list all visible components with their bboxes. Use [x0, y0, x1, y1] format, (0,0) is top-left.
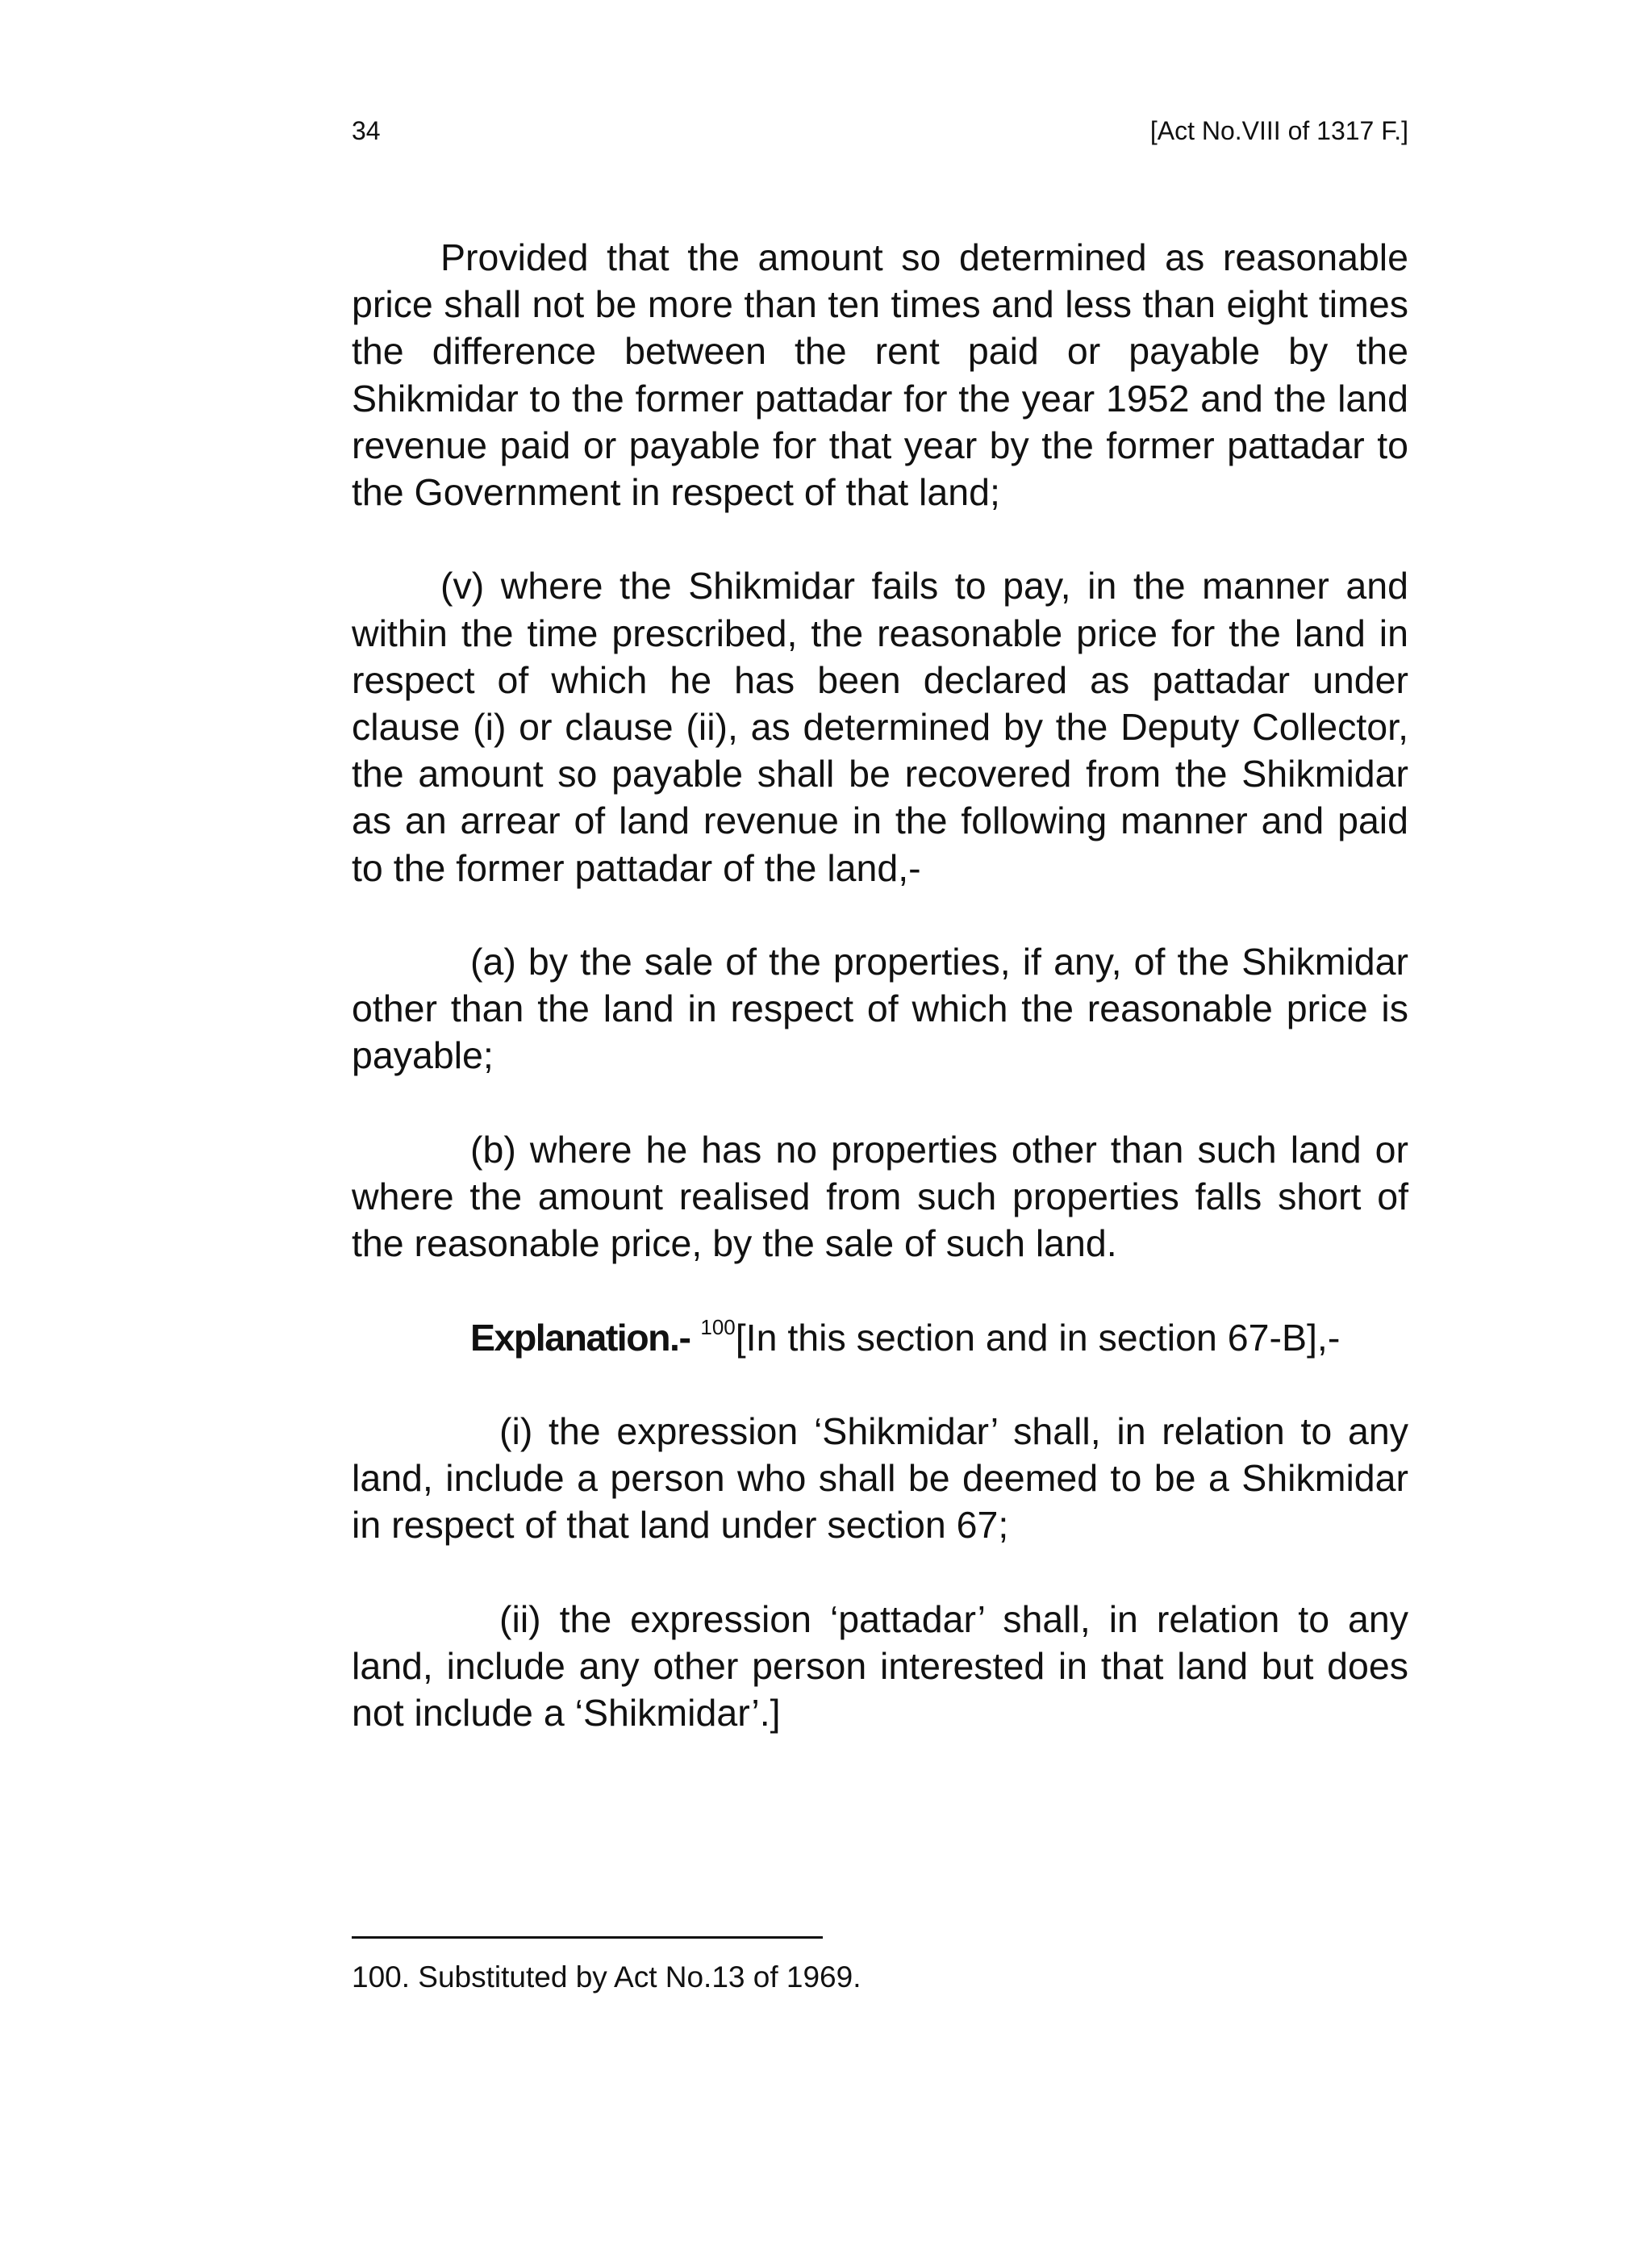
page-number: 34: [352, 116, 381, 145]
act-reference: [Act No.VIII of 1317 F.]: [1149, 116, 1408, 145]
sub-clause-b-paragraph: (b) where he has no properties other than such land or where the amount realised from such properties falls short of the reasonable price, by the sale of such land.: [352, 1128, 1408, 1265]
explanation-text: [In this section and in section 67-B],-: [735, 1316, 1341, 1359]
explanation-paragraph: [352, 1314, 1408, 1361]
sub-clause-a-paragraph: (a) by the sale of the properties, if any, of the Shikmidar other than the land in respect of which the reasonable price is payable;: [352, 941, 1408, 1077]
page-header: [352, 115, 1408, 147]
footnote: 100. Substituted by Act No.13 of 1969.: [352, 1960, 861, 1994]
document-body: [352, 234, 1408, 1784]
footnote-reference[interactable]: 100: [700, 1314, 736, 1339]
clause-v-paragraph: (v) where the Shikmidar fails to pay, in the manner and within the time prescribed, the reasonable price for the land in respect of which he has been declared as pattadar under clause (i) or clause (ii), as determined by the Deputy Collector, the amount so payable shall be recovered from the Shikmidar as an arrear of land revenue in the following manner and paid to the former pattadar of the land,-: [352, 565, 1408, 889]
explanation-clause-ii-paragraph: (ii) the expression ‘pattadar’ shall, in relation to any land, include any other person interested in that land but does not include a ‘Shikmidar’.]: [352, 1597, 1408, 1735]
footnote-divider: [352, 1936, 823, 1939]
explanation-label: Explanation.-: [470, 1316, 690, 1359]
proviso-paragraph: Provided that the amount so determined as reasonable price shall not be more than ten times and less than eight times the difference between the rent paid or payable by the Shikmidar to the former pattadar for the year 1952 and the land revenue paid or payable for that year by the former pattadar to the Government in respect of that land;: [352, 236, 1408, 514]
explanation-clause-i-paragraph: (i) the expression ‘Shikmidar’ shall, in relation to any land, include a person who shall be deemed to be a Shikmidar in respect of that land under section 67;: [352, 1410, 1408, 1547]
